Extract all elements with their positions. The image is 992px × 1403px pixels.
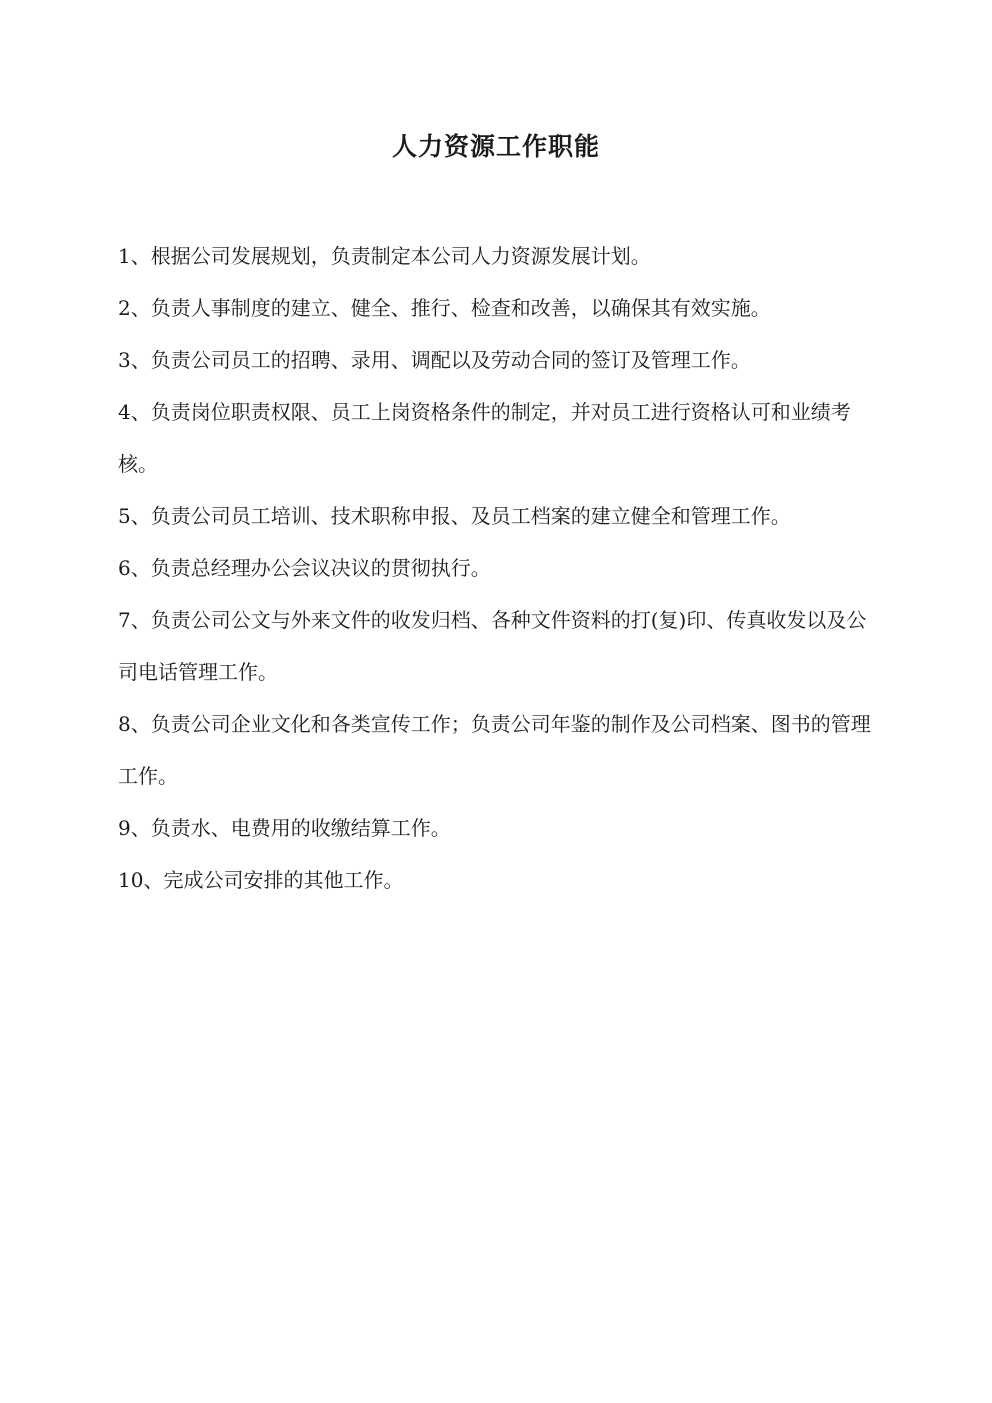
duty-item-4: 4、负责岗位职责权限、员工上岗资格条件的制定，并对员工进行资格认可和业绩考核。 [118, 400, 851, 476]
duty-list [118, 230, 878, 906]
duty-item-3: 3、负责公司员工的招聘、录用、调配以及劳动合同的签订及管理工作。 [118, 348, 751, 372]
duty-item-8: 8、负责公司企业文化和各类宣传工作；负责公司年鉴的制作及公司档案、图书的管理工作。 [118, 712, 871, 788]
duty-item-1: 1、根据公司发展规划，负责制定本公司人力资源发展计划。 [118, 244, 651, 268]
duty-item-6: 6、负责总经理办公会议决议的贯彻执行。 [118, 556, 491, 580]
duty-item-5: 5、负责公司员工培训、技术职称申报、及员工档案的建立健全和管理工作。 [118, 504, 791, 528]
duty-item-7: 7、负责公司公文与外来文件的收发归档、各种文件资料的打(复)印、传真收发以及公司电话管理工作。 [118, 608, 867, 684]
page-title: 人力资源工作职能 [391, 132, 600, 161]
duty-item-9: 9、负责水、电费用的收缴结算工作。 [118, 816, 451, 840]
duty-item-10: 10、完成公司安排的其他工作。 [118, 868, 404, 892]
duty-item-2: 2、负责人事制度的建立、健全、推行、检查和改善，以确保其有效实施。 [118, 296, 771, 320]
